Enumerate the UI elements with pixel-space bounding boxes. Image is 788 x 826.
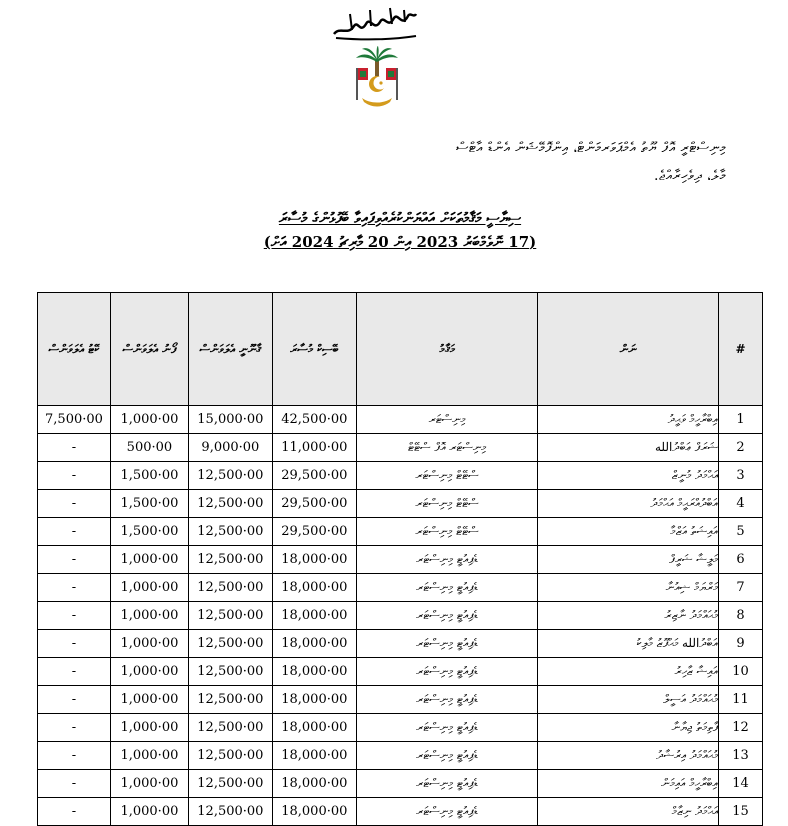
- table-row: [38, 546, 763, 574]
- cell-index: 12: [719, 714, 763, 742]
- cell-allowance-3: -: [38, 630, 111, 658]
- cell-position: ޑެޕިއުޓީ މިނިސްޓަރ: [356, 714, 538, 742]
- cell-basic-salary: 18,000·00: [272, 630, 356, 658]
- cell-allowance-3: -: [38, 602, 111, 630]
- table-row: [38, 630, 763, 658]
- ministry-location: މާލެ، ދިވެހިރާއްޖެ.: [654, 168, 726, 184]
- cell-index: 9: [719, 630, 763, 658]
- cell-basic-salary: 29,500·00: [272, 462, 356, 490]
- salary-table: [37, 292, 763, 826]
- cell-allowance-1: 12,500·00: [188, 630, 272, 658]
- cell-basic-salary: 18,000·00: [272, 714, 356, 742]
- table-row: [38, 770, 763, 798]
- header-index: #: [719, 293, 763, 406]
- cell-allowance-3: -: [38, 574, 111, 602]
- cell-index: 7: [719, 574, 763, 602]
- cell-allowance-1: 12,500·00: [188, 770, 272, 798]
- cell-allowance-1: 12,500·00: [188, 546, 272, 574]
- table-row: [38, 462, 763, 490]
- cell-allowance-3: -: [38, 434, 111, 462]
- cell-allowance-2: 1,000·00: [110, 406, 188, 434]
- cell-position: ޑެޕިއުޓީ މިނިސްޓަރ: [356, 658, 538, 686]
- cell-allowance-3: -: [38, 546, 111, 574]
- table-row: [38, 602, 763, 630]
- cell-basic-salary: 42,500·00: [272, 406, 356, 434]
- table-row: [38, 406, 763, 434]
- cell-name: ޝަރަފް ޢަބްދުالله: [538, 434, 719, 462]
- cell-name: އަބްދުالله މަޙްފޫޒު މާލިކު: [538, 630, 719, 658]
- cell-position: ޑެޕިއުޓީ މިނިސްޓަރ: [356, 798, 538, 826]
- bismillah-calligraphy: [330, 4, 420, 42]
- cell-allowance-1: 9,000·00: [188, 434, 272, 462]
- cell-allowance-3: -: [38, 686, 111, 714]
- cell-index: 3: [719, 462, 763, 490]
- cell-allowance-2: 1,000·00: [110, 602, 188, 630]
- cell-position: ޑެޕިއުޓީ މިނިސްޓަރ: [356, 770, 538, 798]
- header-allowance-2: ފޯނު އެލަވަންސް: [110, 293, 188, 406]
- table-row: [38, 714, 763, 742]
- cell-allowance-1: 12,500·00: [188, 714, 272, 742]
- cell-index: 1: [719, 406, 763, 434]
- cell-index: 8: [719, 602, 763, 630]
- cell-position: މިނިސްޓަރ: [356, 406, 538, 434]
- cell-allowance-1: 12,500·00: [188, 490, 272, 518]
- cell-allowance-2: 1,000·00: [110, 630, 188, 658]
- cell-position: ސްޓޭޓް މިނިސްޓަރ: [356, 490, 538, 518]
- cell-position: ޑެޕިއުޓީ މިނިސްޓަރ: [356, 686, 538, 714]
- cell-name: އަޙްމަދު މުނީޒް: [538, 462, 719, 490]
- table-row: [38, 434, 763, 462]
- cell-allowance-3: -: [38, 518, 111, 546]
- cell-name: އަޙްމަދު ނިޒާމް: [538, 798, 719, 826]
- cell-position: ސްޓޭޓް މިނިސްޓަރ: [356, 462, 538, 490]
- cell-basic-salary: 18,000·00: [272, 798, 356, 826]
- cell-basic-salary: 18,000·00: [272, 742, 356, 770]
- cell-allowance-3: -: [38, 770, 111, 798]
- cell-name: އައިޝާ ޒާހިރު: [538, 658, 719, 686]
- cell-allowance-3: -: [38, 658, 111, 686]
- table-header-row: [38, 293, 763, 406]
- header-name: ނަން: [538, 293, 719, 406]
- cell-name: މުޙައްމަދު ނާޒިރު: [538, 602, 719, 630]
- cell-basic-salary: 18,000·00: [272, 602, 356, 630]
- cell-basic-salary: 11,000·00: [272, 434, 356, 462]
- cell-allowance-3: -: [38, 742, 111, 770]
- cell-allowance-2: 1,500·00: [110, 490, 188, 518]
- cell-allowance-3: -: [38, 462, 111, 490]
- cell-name: މުޙައްމަދު އިރުޝާދު: [538, 742, 719, 770]
- cell-allowance-2: 1,000·00: [110, 546, 188, 574]
- header-basic-salary: ބޭސިކް މުސާރަ: [272, 293, 356, 406]
- cell-position: ޑެޕިއުޓީ މިނިސްޓަރ: [356, 574, 538, 602]
- cell-allowance-1: 12,500·00: [188, 518, 272, 546]
- cell-allowance-3: -: [38, 490, 111, 518]
- table-row: [38, 574, 763, 602]
- table-row: [38, 658, 763, 686]
- table-row: [38, 490, 763, 518]
- header-allowance-1: ޤާނޫނީ އެލަވަންސް: [188, 293, 272, 406]
- cell-allowance-1: 12,500·00: [188, 742, 272, 770]
- cell-name: މަރްޔަމް ޝިއުނާ: [538, 574, 719, 602]
- cell-name: އިބްރާހީމް ވަޙީދު: [538, 406, 719, 434]
- cell-basic-salary: 18,000·00: [272, 658, 356, 686]
- cell-allowance-2: 1,000·00: [110, 714, 188, 742]
- cell-index: 2: [719, 434, 763, 462]
- cell-basic-salary: 18,000·00: [272, 770, 356, 798]
- cell-position: ސްޓޭޓް މިނިސްޓަރ: [356, 518, 538, 546]
- cell-name: މަލީޝާ ޝަރީފް: [538, 546, 719, 574]
- header-position: މަޤާމު: [356, 293, 538, 406]
- cell-index: 4: [719, 490, 763, 518]
- cell-allowance-1: 12,500·00: [188, 686, 272, 714]
- cell-allowance-2: 1,000·00: [110, 742, 188, 770]
- cell-allowance-1: 12,500·00: [188, 574, 272, 602]
- cell-basic-salary: 18,000·00: [272, 546, 356, 574]
- cell-allowance-1: 12,500·00: [188, 462, 272, 490]
- cell-allowance-1: 15,000·00: [188, 406, 272, 434]
- cell-name: އައިޝަތު އަޒްމާ: [538, 518, 719, 546]
- cell-position: މިނިސްޓަރ އޮފް ސްޓޭޓް: [356, 434, 538, 462]
- cell-name: އަބްދުއްރަޙީމް އަޙްމަދު: [538, 490, 719, 518]
- table-body: [38, 406, 763, 826]
- cell-index: 5: [719, 518, 763, 546]
- cell-allowance-1: 12,500·00: [188, 602, 272, 630]
- cell-name: ފާތިމަތު ޖިޔާނާ: [538, 714, 719, 742]
- cell-name: މުޙައްމަދު އަސީލް: [538, 686, 719, 714]
- cell-allowance-2: 1,500·00: [110, 462, 188, 490]
- cell-basic-salary: 18,000·00: [272, 574, 356, 602]
- cell-index: 15: [719, 798, 763, 826]
- ministry-address: [306, 134, 726, 190]
- cell-basic-salary: 29,500·00: [272, 490, 356, 518]
- cell-allowance-2: 1,500·00: [110, 518, 188, 546]
- national-emblem: [350, 46, 404, 110]
- cell-index: 10: [719, 658, 763, 686]
- cell-position: ޑެޕިއުޓީ މިނިސްޓަރ: [356, 630, 538, 658]
- title-main: ސިޔާސީ މަޤާމުތަކަށް އައްޔަންކުރެއްވިފައިވާ ބޭފުޅުންގެ މުސާރަ: [278, 209, 522, 227]
- cell-allowance-1: 12,500·00: [188, 658, 272, 686]
- cell-position: ޑެޕިއުޓީ މިނިސްޓަރ: [356, 602, 538, 630]
- cell-allowance-2: 500·00: [110, 434, 188, 462]
- cell-index: 6: [719, 546, 763, 574]
- cell-allowance-3: 7,500·00: [38, 406, 111, 434]
- document-title: [200, 208, 600, 252]
- cell-allowance-3: -: [38, 798, 111, 826]
- table-row: [38, 518, 763, 546]
- cell-name: އިބްރާހީމް އައިމަން: [538, 770, 719, 798]
- cell-allowance-2: 1,000·00: [110, 658, 188, 686]
- cell-index: 14: [719, 770, 763, 798]
- cell-allowance-2: 1,000·00: [110, 686, 188, 714]
- cell-basic-salary: 29,500·00: [272, 518, 356, 546]
- title-period: (17 ނޮވެމްބަރު 2023 އިން 20 މާރިޗު 2024 އަށް): [263, 233, 537, 251]
- cell-allowance-3: -: [38, 714, 111, 742]
- cell-index: 11: [719, 686, 763, 714]
- cell-index: 13: [719, 742, 763, 770]
- table-row: [38, 686, 763, 714]
- ministry-name: މިނިސްޓްރީ އޮފް ޔޫތު އެމްޕަވަރމަންޓް، އިންފޮމޭޝަން އެންޑް އާޓްސް: [456, 140, 726, 156]
- table-row: [38, 798, 763, 826]
- cell-allowance-2: 1,000·00: [110, 798, 188, 826]
- table-row: [38, 742, 763, 770]
- cell-position: ޑެޕިއުޓީ މިނިސްޓަރ: [356, 546, 538, 574]
- cell-allowance-1: 12,500·00: [188, 798, 272, 826]
- cell-basic-salary: 18,000·00: [272, 686, 356, 714]
- cell-allowance-2: 1,000·00: [110, 574, 188, 602]
- cell-position: ޑެޕިއުޓީ މިނިސްޓަރ: [356, 742, 538, 770]
- cell-allowance-2: 1,000·00: [110, 770, 188, 798]
- header-allowance-3: ކޭޓު އެލަވަންސް: [38, 293, 111, 406]
